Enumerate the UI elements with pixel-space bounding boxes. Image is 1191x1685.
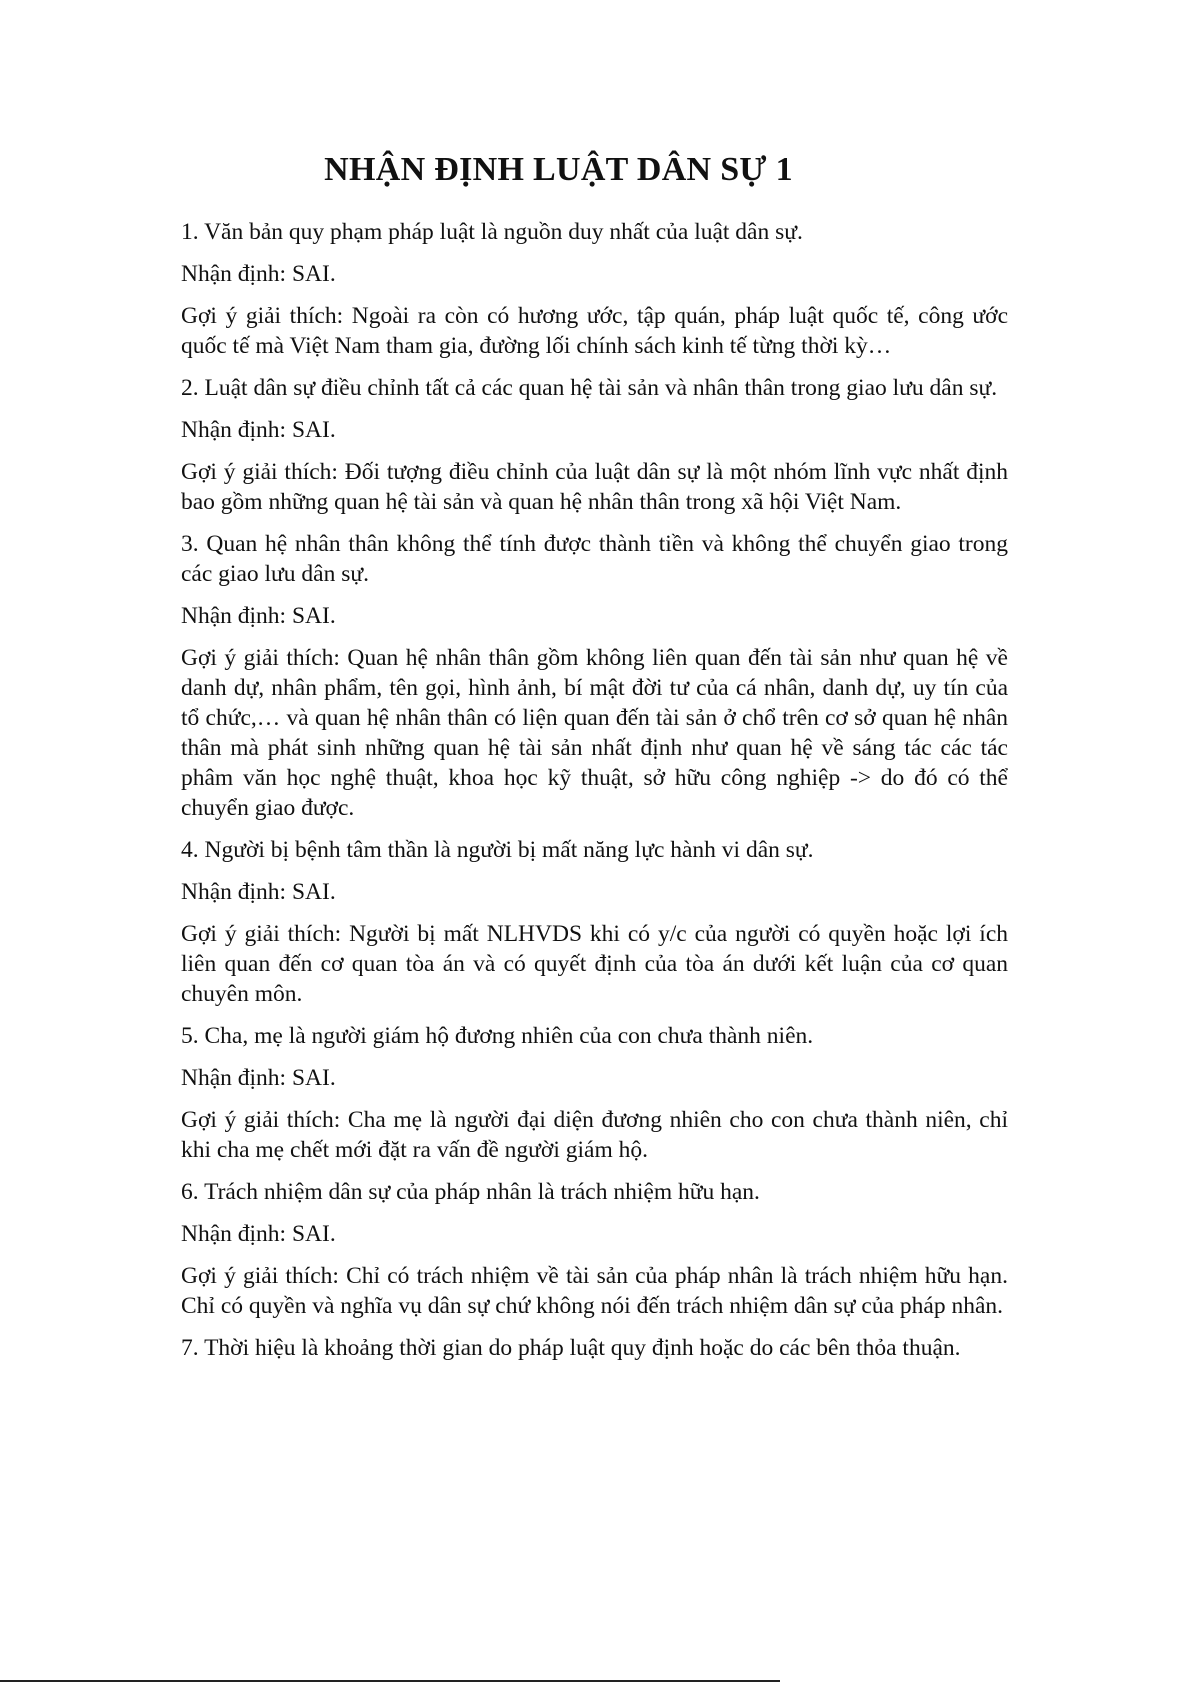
verdict-4: Nhận định: SAI.: [181, 879, 336, 905]
statement-4: 4. Người bị bệnh tâm thần là người bị mất năng lực hành vi dân sự.: [181, 837, 814, 863]
verdict-5: Nhận định: SAI.: [181, 1065, 336, 1091]
verdict-6: Nhận định: SAI.: [181, 1221, 336, 1247]
page-bottom-rule: [0, 1680, 780, 1682]
verdict-1: Nhận định: SAI.: [181, 261, 336, 287]
verdict-3: Nhận định: SAI.: [181, 603, 336, 629]
statement-7: 7. Thời hiệu là khoảng thời gian do pháp luật quy định hoặc do các bên thỏa thuận.: [181, 1335, 961, 1361]
verdict-2: Nhận định: SAI.: [181, 417, 336, 443]
statement-6: 6. Trách nhiệm dân sự của pháp nhân là trách nhiệm hữu hạn.: [181, 1179, 760, 1205]
explanation-2: Gợi ý giải thích: Đối tượng điều chỉnh của luật dân sự là một nhóm lĩnh vực nhất định bao gồm những quan hệ tài sản và quan hệ nhân thân trong xã hội Việt Nam.: [181, 459, 1008, 515]
explanation-4: Gợi ý giải thích: Người bị mất NLHVDS khi có y/c của người có quyền hoặc lợi ích liên quan đến cơ quan tòa án và có quyết định của tòa án dưới kết luận của cơ quan chuyên môn.: [181, 921, 1008, 1007]
statement-3: 3. Quan hệ nhân thân không thể tính được thành tiền và không thể chuyển giao trong các giao lưu dân sự.: [181, 531, 1008, 587]
explanation-1: Gợi ý giải thích: Ngoài ra còn có hương ước, tập quán, pháp luật quốc tế, công ước quốc tế mà Việt Nam tham gia, đường lối chính sách kinh tế từng thời kỳ…: [181, 303, 1008, 359]
document-body: [181, 217, 1008, 1375]
explanation-3: Gợi ý giải thích: Quan hệ nhân thân gồm không liên quan đến tài sản như quan hệ về danh dự, nhân phẩm, tên gọi, hình ảnh, bí mật đời tư của cá nhân, danh dự, uy tín của tổ chức,… và quan hệ nhân thân có liện quan đến tài sản ở chổ trên cơ sở quan hệ nhân thân mà phát sinh những quan hệ tài sản nhất định như quan hệ về sáng tác các tác phâm văn học nghệ thuật, khoa học kỹ thuật, sở hữu công nghiệp -> do đó có thể chuyển giao được.: [181, 645, 1008, 821]
explanation-5: Gợi ý giải thích: Cha mẹ là người đại diện đương nhiên cho con chưa thành niên, chỉ khi cha mẹ chết mới đặt ra vấn đề người giám hộ.: [181, 1107, 1008, 1163]
statement-2: 2. Luật dân sự điều chỉnh tất cả các quan hệ tài sản và nhân thân trong giao lưu dân sự.: [181, 375, 998, 401]
page-title: NHẬN ĐỊNH LUẬT DÂN SỰ 1: [324, 151, 793, 188]
statement-1: 1. Văn bản quy phạm pháp luật là nguồn duy nhất của luật dân sự.: [181, 219, 803, 245]
statement-5: 5. Cha, mẹ là người giám hộ đương nhiên của con chưa thành niên.: [181, 1023, 814, 1049]
explanation-6: Gợi ý giải thích: Chỉ có trách nhiệm về tài sản của pháp nhân là trách nhiệm hữu hạn. Chỉ có quyền và nghĩa vụ dân sự chứ không nói đến trách nhiệm dân sự của pháp nhân.: [181, 1263, 1008, 1319]
